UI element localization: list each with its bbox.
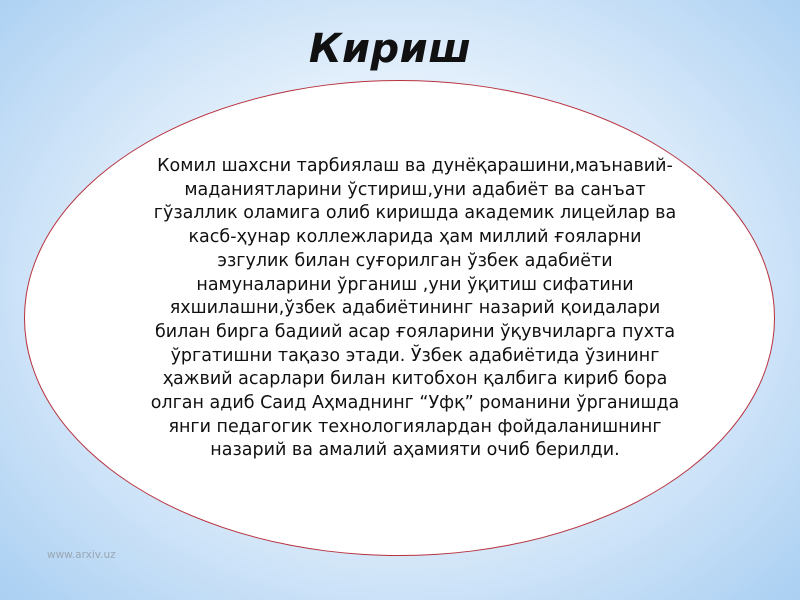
slide-title: Кириш [308,26,472,72]
slide-body-text: Комил шахсни тарбиялаш ва дунёқарашини,маънавий-маданиятларини ўстириш,уни адабиёт ва санъат гўзаллик оламига олиб киришда академик лицейлар ва касб-ҳунар коллежларида ҳам миллий ғояларни эзгулик билан суғорилган ўзбек адабиёти намуналарини ўрганиш ,уни ўқитиш сифатини яхшилашни,ўзбек адабиётининг назарий қоидалари билан бирга бадиий асар ғояларини ўқувчиларга пухта ўргатишни тақазо этади. Ўзбек адабиётида ўзининг ҳажвий асарлари билан китобхон қалбига кириб бора олган адиб Саид Аҳмаднинг “Уфқ” романини ўрганишда янги педагогик технологиялардан фойдаланишнинг назарий ва амалий аҳамияти очиб берилди. [150,156,680,461]
watermark-text: www.arxiv.uz [47,549,116,561]
